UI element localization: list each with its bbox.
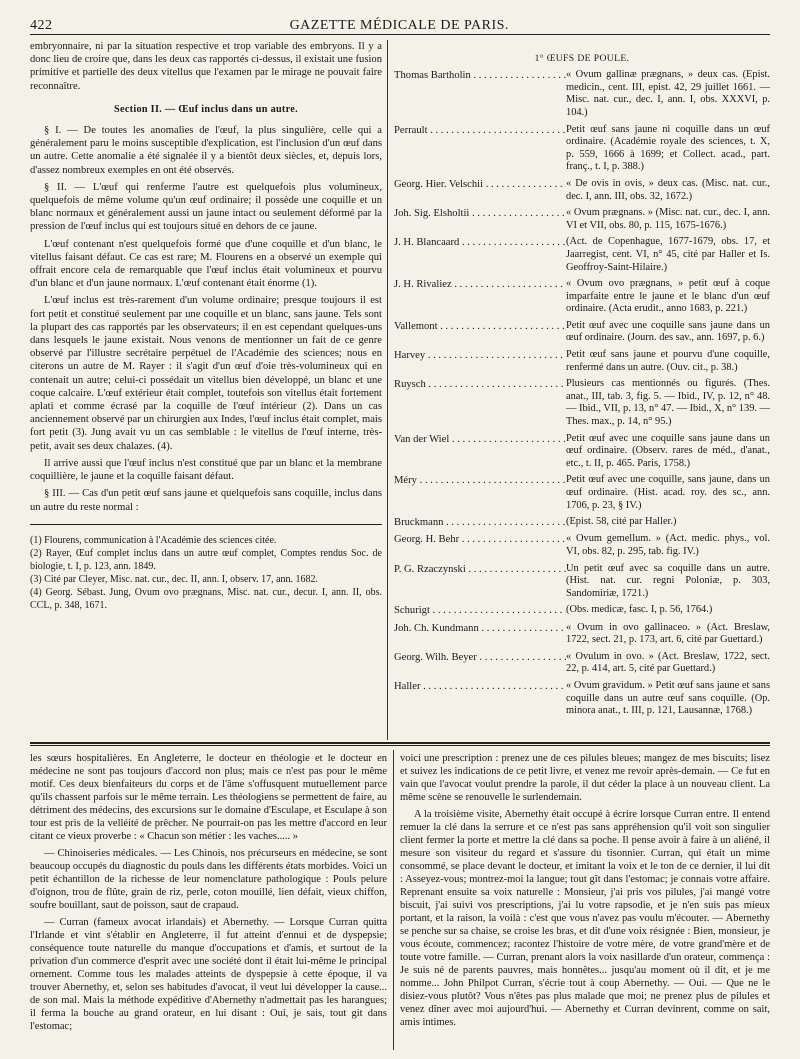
case-entry <box>394 124 770 174</box>
case-entry <box>394 563 770 601</box>
paragraph: les sœurs hospitalières. En Angleterre, le docteur en théologie et le docteur en médecine ne sont pas toujours d'accord non plus; mais ce n'est pas pour le même motif. Ces deux bienfaiteurs du corps et de l'âme s'offusquent mutuellement parce qu'ils chassent parfois sur le même terrain. Les théologiens se permettent de faire, au détriment des médecins, des excursions sur le domaine d'Esculape, et Esculape à son tour est pris de la velléité de prêcher. Ne pourrait-on pas les mettre d'accord en leur citant ce vieux proverbe : « Chacun son métier : les vaches..... » <box>30 753 387 842</box>
case-entry <box>394 236 770 274</box>
case-reference: (Obs. medicæ, fasc. I, p. 56, 1764.) <box>566 604 713 616</box>
footnotes <box>30 524 382 612</box>
case-reference: (Epist. 58, cité par Haller.) <box>566 516 677 528</box>
column-divider-bottom <box>393 750 394 1050</box>
paragraph: § II. — L'œuf qui renferme l'autre est quelquefois plus volumineux, quelquefois de même volume qu'un œuf ordinaire; il possède une coquille et un blanc normaux et généralement aussi un jaune intact ou seulement déformé par la pression de l'œuf inclus qui est toujours situé en dehors de ce jaune. <box>30 181 382 233</box>
top-left-column <box>30 40 382 613</box>
author-name: Schurigt . . . <box>394 604 566 617</box>
case-reference: « De ovis in ovis, » deux cas. (Misc. nat. cur., dec. I, ann. III, obs. 32, 1672.) <box>566 177 770 202</box>
case-reference: Un petit œuf avec sa coquille dans un autre. (Hist. nat. cur. regni Poloniæ, p. 303, Sandomiriæ, 1721.) <box>566 562 770 599</box>
footnote: (3) Cité par Cleyer, Misc. nat. cur., dec. II, ann. I, observ. 17, ann. 1682. <box>30 573 319 585</box>
author-name: J. H. Rivaliez . . . <box>394 278 566 316</box>
paragraph: L'œuf inclus est très-rarement d'un volume ordinaire; presque toujours il est fort petit et constitué seulement par une coquille et un blanc, sans jaune. Tels sont la plupart des cas rapportés par les observateurs; il en est cependant quelques-uns dans lesquels le jaune existait. Nous venons de mentionner un fait de ce genre observé par l'illustre secrétaire perpétuel de l'Académie des sciences; nous en citerons un autre de M. Rayer : il s'agit d'un œuf d'oie très-volumineux qui en contenait un autre; celui-ci possédait un vitellus bien développé, un blanc et une coque calcaire. L'œuf extérieur était complet, toutefois son vitellus était fortement aplati et comme écrasé par la coquille de l'œuf intérieur (2). Dans un cas anciennement observé par un chirurgien aux Indes, l'œuf inclus était complet, mais fort petit (3). Jung avait vu un cas semblable : le vitellus de l'œuf interne, très-petit, avait ses deux chalazes. (4). <box>30 295 382 452</box>
bottom-right-column <box>400 752 770 1033</box>
case-entry <box>394 433 770 471</box>
case-entry <box>394 69 770 119</box>
author-name: Van der Wiel . . . <box>394 433 566 471</box>
case-reference: Plusieurs cas mentionnés ou figurés. (Thes. anat., III, tab. 3, fig. 5. — Ibid., IV, p. 12, n° 48. — Ibid., VII, p. 13, n° 47. — Ibid., X, n° 139. — Thes. max., p. 14, n° 95.) <box>566 378 770 428</box>
case-reference: « Ovum gravidum. » Petit œuf sans jaune et sans coquille dans un autre œuf sans coquille. (Op. minora anat., t. III, p. 121, Lausannæ, 1768.) <box>566 679 770 717</box>
author-name: Georg. H. Behr . . . <box>394 533 566 558</box>
paragraph: § III. — Cas d'un petit œuf sans jaune et quelquefois sans coquille, inclus dans un autre du reste normal : <box>30 488 382 513</box>
section-title: Section II. — Œuf inclus dans un autre. <box>114 103 298 115</box>
case-reference: Petit œuf sans jaune et pourvu d'une coquille, renfermé dans un autre. (Ouv. cit., p. 38.) <box>566 349 770 373</box>
list-heading: 1° ŒUFS DE POULE. <box>534 53 630 64</box>
paragraph: Il arrive aussi que l'œuf inclus n'est constitué que par un blanc et la membrane coquillière, le jaune et la coquille faisant défaut. <box>30 457 382 483</box>
case-reference: « Ovum in ovo gallinaceo. » (Act. Breslaw, 1722, sect. 21, p. 173, art. 6, cité par Guettard.) <box>566 621 770 646</box>
case-entry <box>394 378 770 428</box>
paragraph: L'œuf contenant n'est quelquefois formé que d'une coquille et d'un blanc, le vitellus faisant défaut. Ce cas est rare; M. Flourens en a observé un exemple qui offrait encore cela de remarquable que l'œuf inclus était volumineux et pourvu d'un blanc et d'un jaune normaux. L'œuf contenant était énorme (1). <box>30 238 382 290</box>
paragraph: voici une prescription : prenez une de ces pilules bleues; mangez de mes biscuits; lisez et suivez les indications de ce petit livre, et venez me revoir après-demain. — Ce fut en vain que l'avocat voulut prendre la parole, il dut céder la place à un nouveau client. La même scène se renouvelle le surlendemain. <box>400 753 770 803</box>
case-entry <box>394 516 770 529</box>
footnote: (2) Rayer, Œuf complet inclus dans un autre œuf complet, Comptes rendus Soc. de biologie, t. I, p. 123, ann. 1849. <box>30 548 382 572</box>
paragraph: A la troisième visite, Abernethy était occupé à écrire lorsque Curran entre. Il entend remuer la clé dans la serrure et ce n'est pas sans appréhension qu'il voit son singulier client fermer la porte et mettre la clé dans sa poche. Il pense avoir à faire à un aliéné, il mesure son visiteur du regard et s'assure du tisonnier. Curran, qui était un mime consommé, se place devant le docteur, et imitant la voix et le ton de ce dernier, il lui dit : Asseyez-vous; montrez-moi la langue; tout gît dans l'estomac; je connais votre affaire. Reprenant ensuite sa voix naturelle : Monsieur, j'ai pris vos pilules, j'ai mangé votre biscuit, j'ai suivi vos prescriptions, j'ai lu votre rapsodie, et je n'en suis pas mieux portant, et la raison, la voilà : c'est que vous n'avez pas voulu m'écouter. — Abernethy se penche sur sa chaise, se croise les bras, et dit d'une voix résignée : Bien, monsieur, je vous écoute, commencez; racontez l'histoire de votre mère, de votre grand'mère et de toute votre famille. — Curran, prenant alors la voix nasillarde d'un orateur, commença : Je suis né de parents pauvres, mais honnêtes... jusqu'au moment où il dit, et je me nomme... John Philpot Curran, s'écrie tout à coup Abernethy. — Oui. — Que ne le disiez-vous plutôt? Vous n'êtes pas plus malade que moi; ne prenez plus de pilules et venez dîner avec moi aujourd'hui. — Abernethy et Curran devinrent, comme on sait, amis intimes. <box>400 809 770 1028</box>
column-divider-top <box>387 40 388 740</box>
case-entry <box>394 349 770 374</box>
case-reference: « Ovum gallinæ prægnans, » deux cas. (Epist. medicin., cent. III, epist. 42, 29 juillet 1661. — Misc. nat. cur., dec. I, ann. I, obs. XXXVI, p. 104.) <box>566 69 770 118</box>
feuilleton-rule-inner <box>30 745 770 746</box>
bottom-left-column <box>30 752 387 1037</box>
author-name: Ruysch . . . <box>394 378 566 428</box>
case-entry <box>394 320 770 345</box>
author-name: Georg. Hier. Velschii . . . <box>394 178 566 203</box>
author-name: Bruckmann . . . <box>394 516 566 529</box>
paragraph: — Curran (fameux avocat irlandais) et Abernethy. — Lorsque Curran quitta l'Irlande et vint s'établir en Angleterre, il fut atteint d'ennui et de dyspepsie; conséquence toute naturelle du manque d'occupations et d'amis, et surtout de la privation d'un commerce d'esprit avec une société dont il était lui-même le principal ornement. Comme tous les malades atteints de dyspepsie à cette époque, il va trouver Abernethy, et, selon ses habitudes d'avocat, il veut lui développer la cause... de son mal. Mais la méthode expéditive d'Abernethy n'admettait pas les harangues; il ferma la bouche au grand orateur, en lui disant : Oui, je sais, tout git dans l'estomac; <box>30 917 387 1032</box>
author-name: Perrault . . . <box>394 124 566 174</box>
author-name: Méry . . . <box>394 474 566 512</box>
case-reference: « Ovulum in ovo. » (Act. Breslaw, 1722, sect. 22, p. 414, art. 5, cité par Guettard.) <box>566 650 770 675</box>
author-name: Harvey . . . <box>394 349 566 374</box>
case-entry <box>394 651 770 676</box>
case-entry <box>394 474 770 512</box>
feuilleton-rule <box>30 742 770 744</box>
case-reference: Petit œuf avec une coquille sans jaune dans un œuf ordinaire. (Observ. rares de méd., d'anat., etc., t. II, p. 465. Paris, 1758.) <box>566 432 770 469</box>
case-reference: Petit œuf avec une coquille sans jaune dans un œuf ordinaire. (Journ. des sav., ann. 1697, p. 6.) <box>566 319 770 344</box>
author-name: Haller . . . <box>394 680 566 718</box>
case-reference: (Act. de Copenhague, 1677-1679, obs. 17, et Jaarregist, cent. VI, n° 45, cité par Haller et Is. Geoffroy-Saint-Hilaire.) <box>566 236 770 273</box>
case-reference: Petit œuf avec une coquille, sans jaune, dans un œuf ordinaire. (Hist. acad. roy. des sc., ann. 1706, p. 23, § IV.) <box>566 474 770 511</box>
top-right-column <box>394 52 770 722</box>
author-name: Thomas Bartholin . . . <box>394 69 566 119</box>
case-reference: Petit œuf sans jaune ni coquille dans un œuf ordinaire. (Académie royale des sciences, t. X, p. 559, 1666 à 1699; et Collect. acad., part. franç., t. I, p. 388.) <box>566 123 770 173</box>
case-entry <box>394 680 770 718</box>
publication-title: GAZETTE MÉDICALE DE PARIS. <box>289 18 509 33</box>
author-name: Joh. Sig. Elsholtii . . . <box>394 207 566 232</box>
footnote: (4) Georg. Sébast. Jung, Ovum ovo prægnans, Misc. nat. cur., decur. I, ann. II, obs. CCL, p. 348, 1671. <box>30 587 382 611</box>
case-entry <box>394 622 770 647</box>
case-reference: « Ovum prægnans. » (Misc. nat. cur., dec. I, ann. VI et VII, obs. 80, p. 115, 1675-1676.) <box>566 207 770 231</box>
case-entry <box>394 604 770 617</box>
intro-paragraph: embryonnaire, ni par la situation respective et trop variable des embryons. Il y a donc lieu de croire que, dans les deux cas rapportés ci-dessus, il existait une fusion primitive et partielle des deux vitellus que l'examen par le mirage ne pouvait faire reconnaître. <box>30 41 382 92</box>
case-entry <box>394 533 770 558</box>
author-name: Georg. Wilh. Beyer . . . <box>394 651 566 676</box>
author-name: Vallemont . . . <box>394 320 566 345</box>
paragraph: § I. — De toutes les anomalies de l'œuf, la plus singulière, celle qui a généralement paru le moins susceptible d'explication, est l'inclusion d'un œuf dans un autre. Cette anomalie a été signalée il y a bientôt deux siècles, et, depuis lors, d'assez nombreux exemples en ont été observés. <box>30 125 382 176</box>
case-entry <box>394 278 770 316</box>
page-number: 422 <box>30 18 53 33</box>
paragraph: — Chinoiseries médicales. — Les Chinois, nos précurseurs en médecine, se sont beaucoup occupés du diagnostic du pouls dans les différents états morbides. Voici un petit échantillon de la richesse de leur nomenclature pathologique : Pouls pelure d'oignon, trou de flûte, grain de riz, perle, coton mouillé, lien défait, vieux chiffon, soufre bouillant, saut de poisson, saut de crapaud. <box>30 848 387 911</box>
author-name: Joh. Ch. Kundmann . . . <box>394 622 566 647</box>
author-name: J. H. Blancaard . . . <box>394 236 566 274</box>
case-entry <box>394 207 770 232</box>
footnote: (1) Flourens, communication à l'Académie des sciences citée. <box>30 534 277 546</box>
page-header <box>30 8 770 35</box>
case-reference: « Ovum gemellum. » (Act. medic. phys., vol. VI, obs. 82, p. 295, tab. fig. IV.) <box>566 533 770 557</box>
case-reference: « Ovum ovo prægnans, » petit œuf à coque imparfaite entre le jaune et le blanc d'un œuf ordinaire. (Acta erudit., anno 1683, p. 221.) <box>566 278 770 315</box>
author-name: P. G. Rzaczynski . . . <box>394 563 566 601</box>
case-entry <box>394 178 770 203</box>
